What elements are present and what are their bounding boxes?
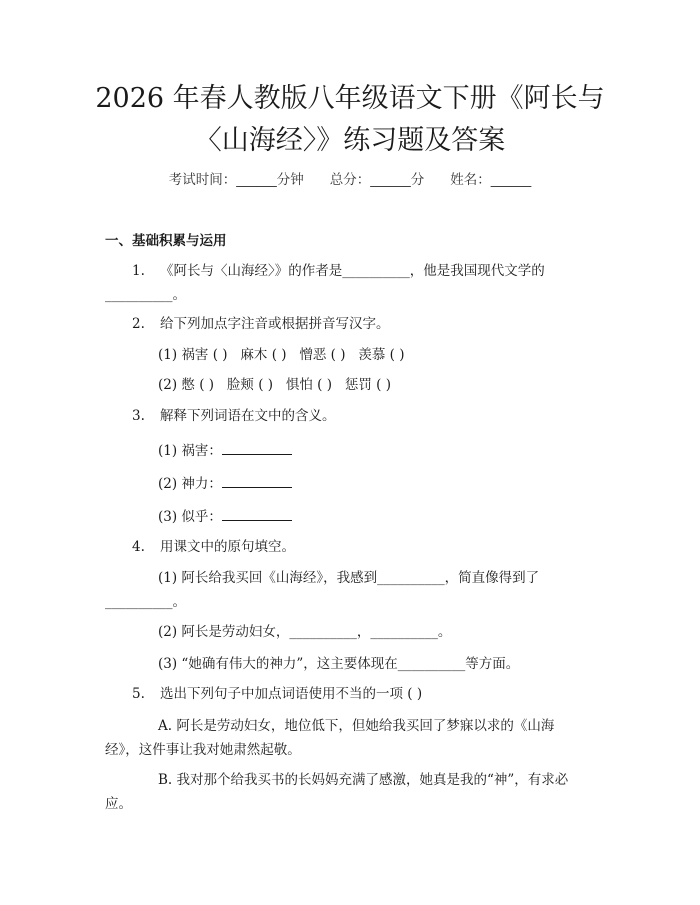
question-2-row-1: (1) 祸害 ( ) 麻木 ( ) 憎恶 ( ) 羡慕 ( ) <box>158 347 405 363</box>
title-line-2: 〈山海经〉》练习题及答案 <box>194 125 506 156</box>
question-2-row-2: (2) 憋 ( ) 脸颊 ( ) 惧怕 ( ) 惩罚 ( ) <box>158 377 392 393</box>
question-3-item-2 <box>158 473 292 494</box>
answer-blank[interactable] <box>222 440 292 455</box>
question-4-item-3: (3) “她确有伟大的神力”，这主要体现在__________等方面。 <box>158 656 520 672</box>
option-a-line-2: 经》，这件事让我对她肃然起敬。 <box>105 742 301 758</box>
question-3-item-1 <box>158 440 292 461</box>
exam-meta <box>0 168 700 188</box>
answer-blank[interactable] <box>222 506 292 521</box>
item-label: (1) 祸害： <box>158 443 222 459</box>
question-text: 《阿长与〈山海经〉》的作者是__________，他是我国现代文学的 <box>160 263 545 279</box>
question-5 <box>132 684 422 704</box>
question-text: 给下列加点字注音或根据拼音写汉字。 <box>160 316 390 332</box>
question-1 <box>132 261 545 281</box>
option-b-line-1: B. 我对那个给我买书的长妈妈充满了感激，她真是我的“神”，有求必 <box>158 772 569 788</box>
question-4-item-1-continuation: __________。 <box>105 594 186 610</box>
question-4 <box>132 537 295 557</box>
question-number: 2. <box>132 316 145 332</box>
question-number: 3. <box>132 408 145 424</box>
question-1-continuation: __________。 <box>105 287 186 303</box>
section-heading: 一、基础积累与运用 <box>105 233 227 249</box>
document-title <box>60 78 640 162</box>
student-name-label: 姓名：______ <box>450 172 532 188</box>
question-number: 5. <box>132 686 145 702</box>
question-text: 选出下列句子中加点词语使用不当的一项 ( ) <box>160 686 423 702</box>
question-3-item-3 <box>158 506 292 527</box>
question-text: 用课文中的原句填空。 <box>160 539 295 555</box>
item-label: (2) 神力： <box>158 476 222 492</box>
question-3 <box>132 406 336 426</box>
option-a-line-1: A. 阿长是劳动妇女，地位低下，但她给我买回了梦寐以求的《山海 <box>158 718 555 734</box>
answer-blank[interactable] <box>222 473 292 488</box>
item-label: (3) 似乎： <box>158 509 222 525</box>
question-4-item-1: (1) 阿长给我买回《山海经》，我感到__________，简直像得到了 <box>158 570 540 586</box>
question-number: 4. <box>132 539 145 555</box>
option-b-line-2: 应。 <box>105 796 132 812</box>
exam-time-label: 考试时间：______分钟 <box>168 172 304 188</box>
question-4-item-2: (2) 阿长是劳动妇女，__________，__________。 <box>158 624 452 640</box>
total-score-label: 总分：______分 <box>329 172 425 188</box>
question-2 <box>132 314 390 334</box>
question-number: 1. <box>132 263 145 279</box>
title-line-1: 2026 年春人教版八年级语文下册《阿长与 <box>95 83 605 114</box>
question-text: 解释下列词语在文中的含义。 <box>160 408 336 424</box>
